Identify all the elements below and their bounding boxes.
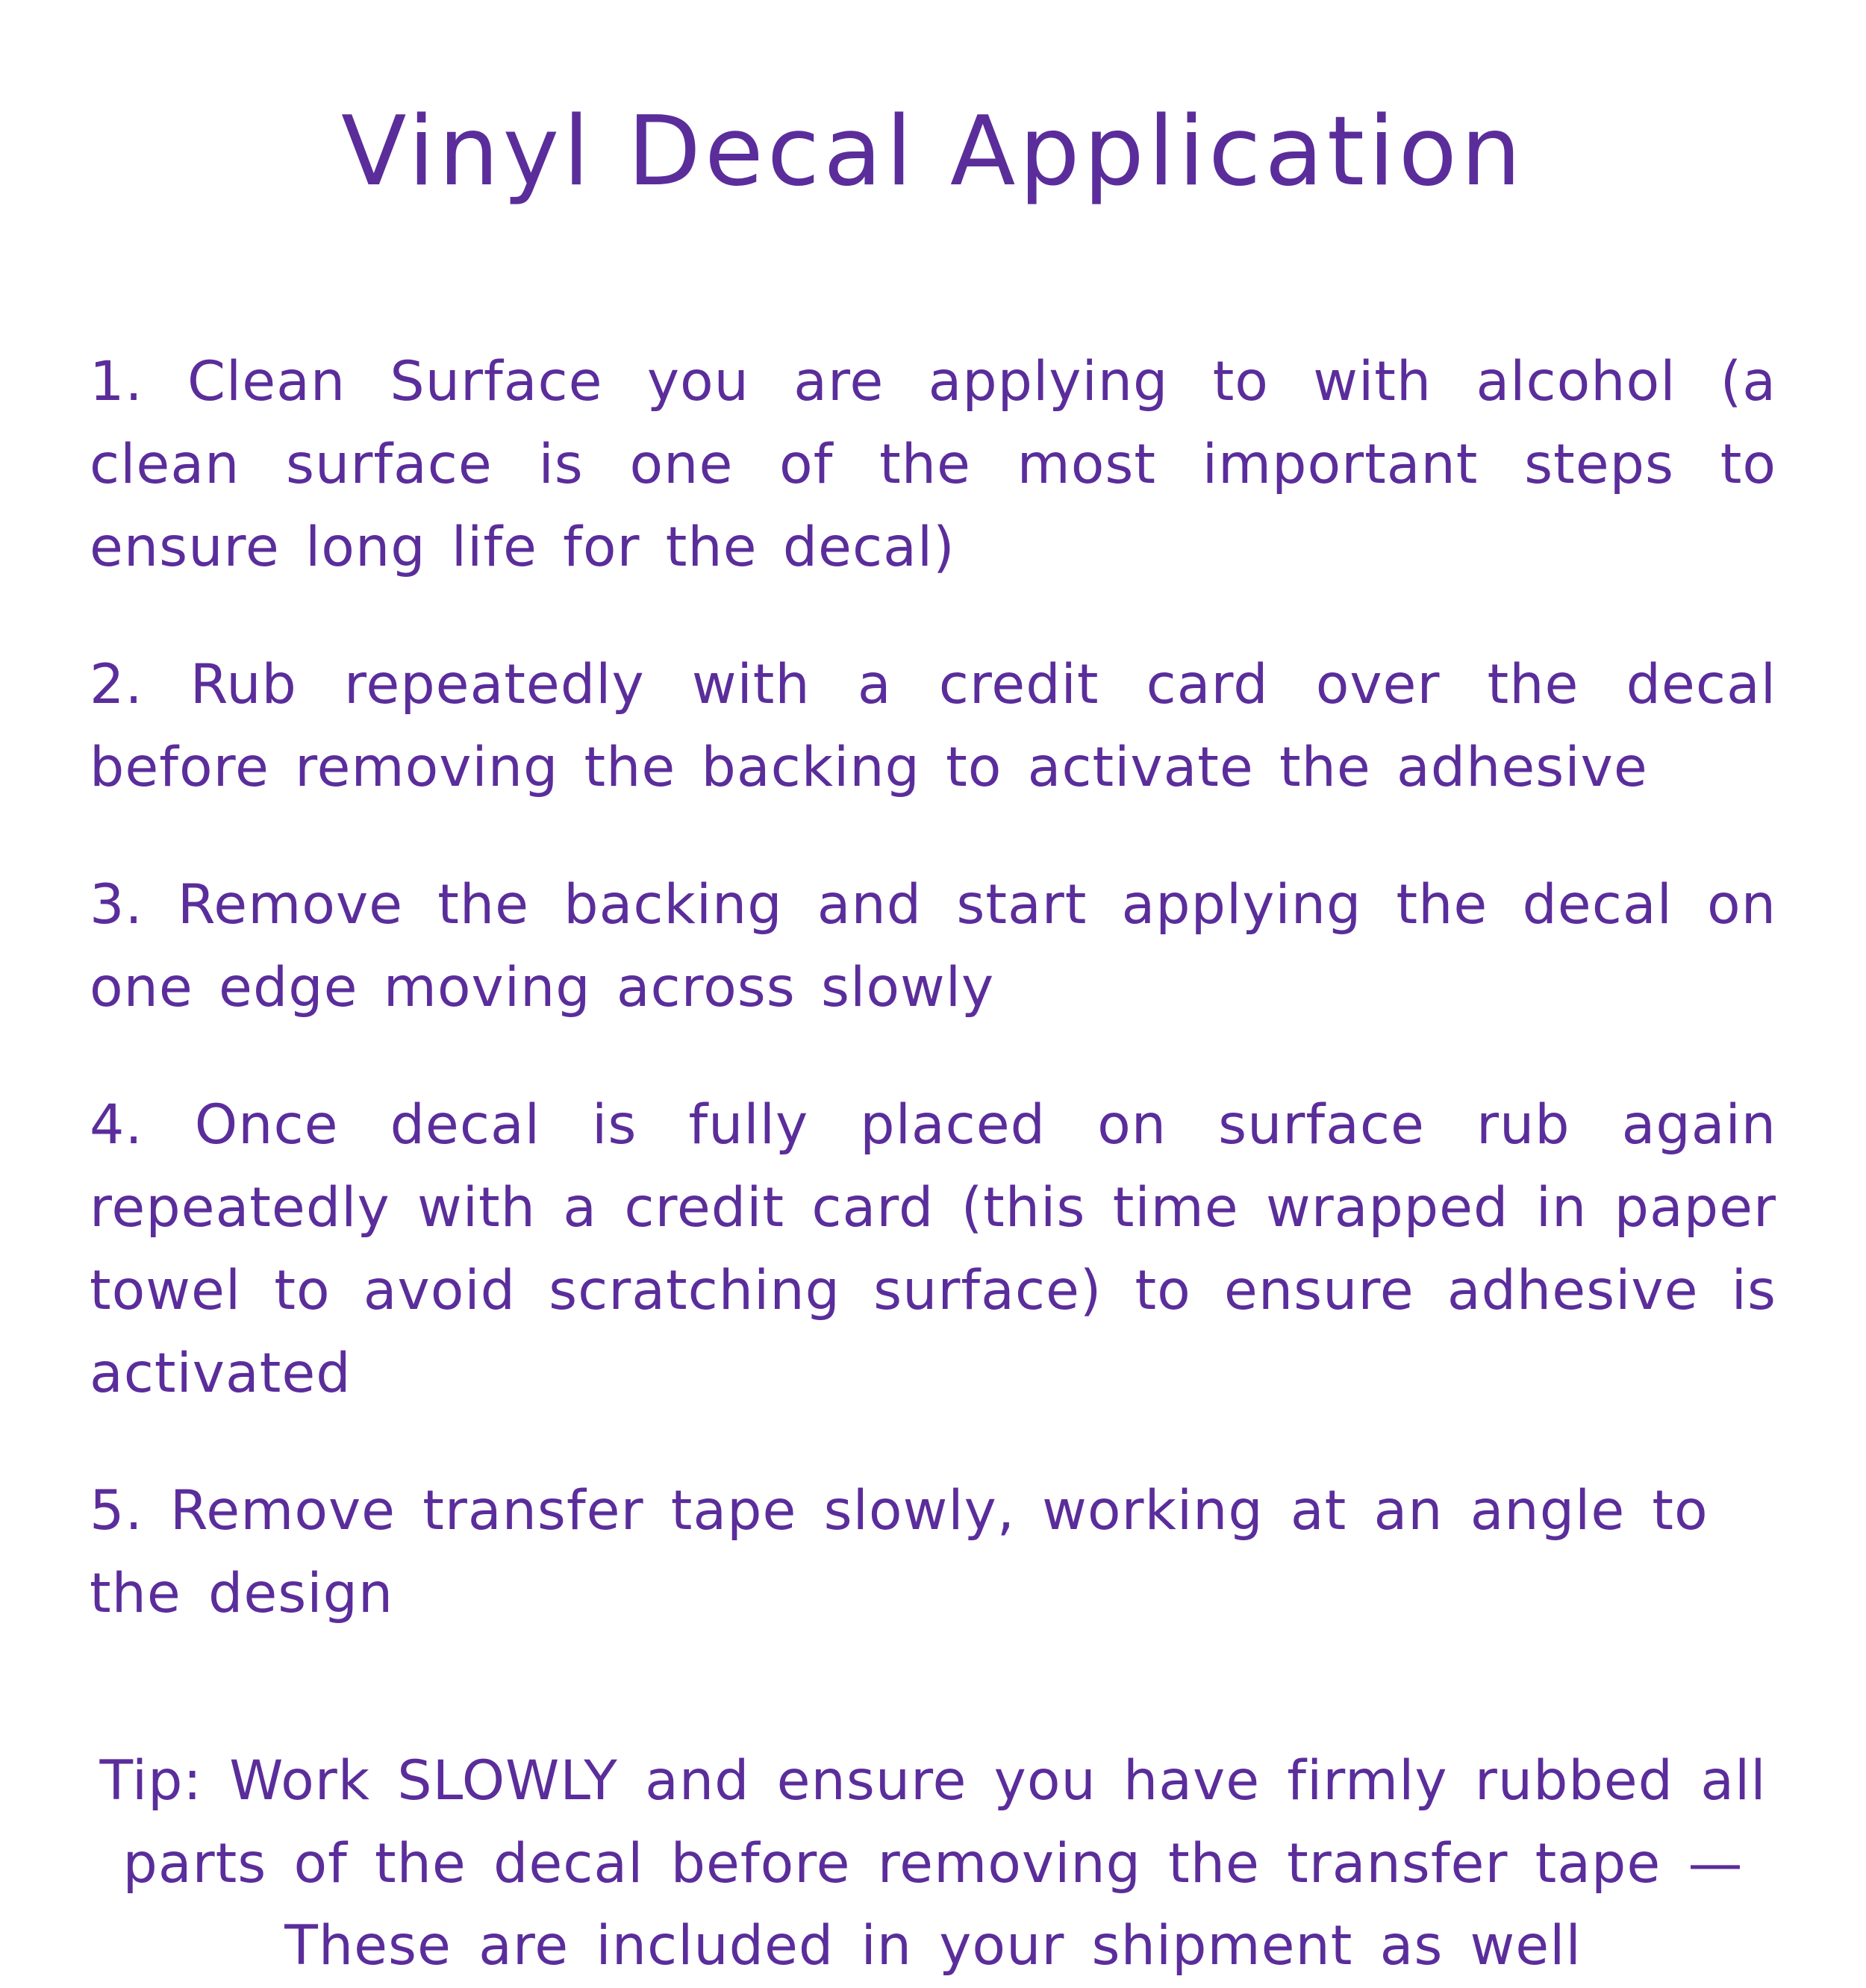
list-item: 4. Once decal is fully placed on surface rub again repeatedly with a credit card (this time wrapped in paper towel to avoid scratching surface) to ensure adhesive is activated — [90, 1093, 1776, 1405]
list-item: 1. Clean Surface you are applying to with alcohol (a clean surface is one of the most important steps to ensure long life for the decal) — [90, 350, 1776, 580]
list-item: 3. Remove the backing and start applying the decal on one edge moving across slowly — [90, 872, 1776, 1019]
list-item: 2. Rub repeatedly with a credit card over the decal before removing the backing to activate the adhesive — [90, 653, 1776, 799]
instruction-steps-list — [82, 341, 1784, 1635]
list-item: 5. Remove transfer tape slowly, working at an angle to the design — [90, 1478, 1709, 1625]
tip-note: Tip: Work SLOWLY and ensure you have firmly rubbed all parts of the decal before removing the transfer tape — These are included in your shipment as well — [99, 1748, 1767, 1978]
page-title: Vinyl Decal Application — [341, 96, 1525, 207]
